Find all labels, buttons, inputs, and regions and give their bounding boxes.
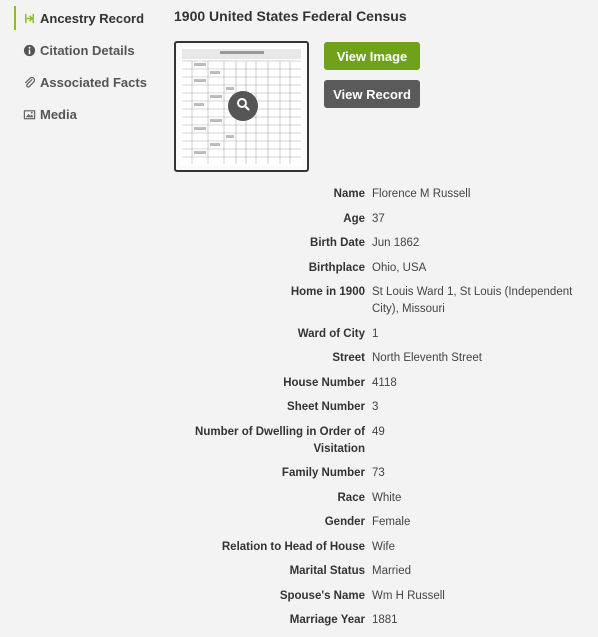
fact-value: Wife xyxy=(372,540,395,553)
fact-value: Female xyxy=(372,516,411,528)
fact-value: Ohio, USA xyxy=(372,261,427,274)
fact-label: Gender xyxy=(324,516,365,528)
fact-label: Spouse's Name xyxy=(279,589,365,602)
record-title: 1900 United States Federal Census xyxy=(174,8,407,24)
fact-label: Home in 1900 xyxy=(290,286,365,298)
sidebar-nav xyxy=(14,6,164,134)
fact-row xyxy=(174,326,584,343)
fact-row xyxy=(174,399,584,416)
fact-label: Name xyxy=(333,188,365,200)
fact-label: Age xyxy=(343,212,365,225)
record-facts xyxy=(174,186,584,637)
fact-row xyxy=(174,186,584,203)
fact-row xyxy=(174,563,584,580)
paperclip-icon xyxy=(22,75,36,89)
fact-value: 3 xyxy=(372,401,379,413)
fact-label: Marriage Year xyxy=(289,614,365,626)
ancestry-leaf-icon xyxy=(22,11,36,25)
fact-label: Relation to Head of House xyxy=(221,540,365,553)
fact-row xyxy=(174,490,584,507)
fact-value: Florence M Russell xyxy=(372,188,471,200)
fact-label: Street xyxy=(332,352,365,364)
sidebar-item-media[interactable] xyxy=(14,102,164,126)
info-icon xyxy=(22,43,36,57)
fact-value: 1881 xyxy=(372,614,398,626)
fact-label: Marital Status xyxy=(289,565,365,577)
sidebar-item-label: Ancestry Record xyxy=(40,10,145,26)
magnifier-icon xyxy=(236,97,250,116)
fact-row xyxy=(174,612,584,629)
fact-row xyxy=(174,424,584,458)
photo-icon xyxy=(22,107,36,121)
record-image-thumbnail[interactable] xyxy=(174,41,309,172)
fact-row xyxy=(174,539,584,556)
fact-row xyxy=(174,211,584,228)
fact-row xyxy=(174,260,584,277)
sidebar-item-associated-facts[interactable] xyxy=(14,70,164,94)
fact-value: Jun 1862 xyxy=(372,237,420,249)
fact-row xyxy=(174,350,584,367)
sidebar-item-label: Citation Details xyxy=(40,42,135,58)
fact-row xyxy=(174,588,584,605)
zoom-button[interactable] xyxy=(228,91,258,121)
fact-label: Ward of City xyxy=(297,327,365,340)
sidebar-item-citation-details[interactable] xyxy=(14,38,164,62)
fact-value: 73 xyxy=(372,467,385,479)
fact-value: 37 xyxy=(372,212,385,225)
fact-value: White xyxy=(372,491,402,504)
fact-value: 1 xyxy=(372,327,379,340)
fact-row xyxy=(174,465,584,482)
fact-value: North Eleventh Street xyxy=(372,352,482,364)
fact-row xyxy=(174,514,584,531)
fact-row xyxy=(174,235,584,252)
fact-value: Wm H Russell xyxy=(372,589,445,602)
fact-row xyxy=(174,375,584,392)
fact-label: House Number xyxy=(283,376,365,389)
view-image-button[interactable]: View Image xyxy=(324,42,420,70)
fact-label: Race xyxy=(337,491,365,504)
fact-value: Married xyxy=(372,565,411,577)
fact-label: Birth Date xyxy=(310,237,365,249)
view-record-button[interactable]: View Record xyxy=(324,80,420,108)
fact-value: 49 xyxy=(372,425,385,438)
fact-value: 4118 xyxy=(372,376,397,389)
sidebar-item-ancestry-record[interactable] xyxy=(14,6,164,30)
fact-row xyxy=(174,284,584,318)
fact-label: Birthplace xyxy=(308,261,365,274)
fact-label: Number of Dwelling in Order of Visitation xyxy=(195,425,365,455)
fact-label: Family Number xyxy=(281,467,365,479)
sidebar-item-label: Media xyxy=(40,106,77,122)
fact-label: Sheet Number xyxy=(287,401,365,413)
sidebar-item-label: Associated Facts xyxy=(40,74,147,90)
fact-value: St Louis Ward 1, St Louis (Independent City), Missouri xyxy=(372,286,573,315)
